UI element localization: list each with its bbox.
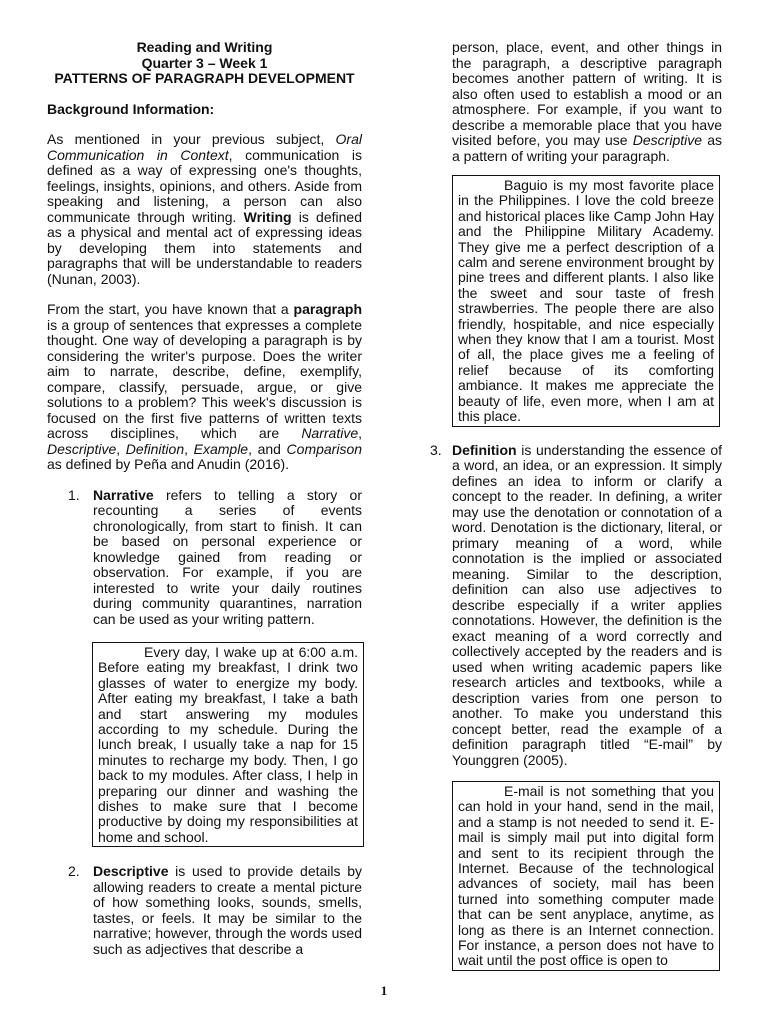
background-paragraph-2: From the start, you have known that a paragraph is a group of sentences that expresses a complete thought. One way of developing a paragraph is by considering the writer's purpose. Does the writer aim to narrate, describe, define, exemplify, compare, classify, persuade, argue, or give solutions to a problem? This week's discussion is focused on the first five patterns of written texts across disciplines, which are Narrative, Descriptive, Definition, Example, and Comparison as defined by Peña and Anudin (2016). [47,301,363,472]
lesson-title: PATTERNS OF PARAGRAPH DEVELOPMENT [54,70,355,86]
list-number: 3. [430,441,442,458]
descriptive-text-part-1: is used to provide details by allowing readers to create a mental picture of how something looks, sounds, smells, tastes, or feels. It may be similar to the narrative; however, through the words used such as adjectives that describe a [93,863,362,957]
quarter-week: Quarter 3 – Week 1 [141,54,268,71]
left-column [47,40,362,957]
list-item-narrative [47,488,362,628]
narrative-example-box [92,642,364,847]
section-title: Background Information: [47,100,215,117]
descriptive-definition-continued: person, place, event, and other things in the paragraph, a descriptive paragraph becomes another pattern of writing. It is also often used to establish a mood or an atmosphere. For example, if you want to describe a memorable place that you have visited before, you may use Descriptive as a pattern of writing your paragraph. [452,39,722,164]
list-item-definition [430,443,722,769]
right-column [430,40,722,971]
background-paragraph-1: As mentioned in your previous subject, Oral Communication in Context, communication is defined as a way of expressing one's thoughts, feelings, insights, opinions, and others. Aside from speaking and listening, a person can also communicate through writing. Writing is defined as a physical and mental act of expressing ideas by developing them into statements and paragraphs that will be understandable to readers (Nunan, 2003). [47,131,362,287]
definition-example-box [452,781,720,971]
document-header [47,40,362,87]
page-number: 1 [380,983,388,998]
list-item-descriptive [47,864,362,957]
list-number: 1. [68,486,80,503]
narrative-example-text: Every day, I wake up at 6:00 a.m. Before eating my breakfast, I drink two glasses of water to energize my body. After eating my breakfast, I take a bath and start answering my modules according to my schedule. During the lunch break, I usually take a nap for 15 minutes to recharge my body. Then, I go back to my modules. After class, I help in preparing our dinner and washing the dishes to make sure that I become productive by doing my responsibilities at home and school. [98,644,358,845]
descriptive-example-text: Baguio is my most favorite place in the Philippines. I love the cold breeze and historical places like Camp John Hay and the Philippine Military Academy. They give me a perfect description of a calm and serene environment brought by pine trees and different plants. I also like the sweet and sour taste of fresh strawberries. The people there are also friendly, hospitable, and nice especially when they know that I am a tourist. Most of all, the place gives me a feeling of relief because of its comforting ambiance. It makes me appreciate the beauty of life, even more, when I am at this place. [458,177,715,425]
narrative-definition: Narrative refers to telling a story or recounting a series of events chronologically, from start to finish. It can be based on personal experience or knowledge gained from reading or observation. For example, if you are interested to write your daily routines during community quarantines, narration can be used as your writing pattern. [93,486,362,627]
definition-text: Definition is understanding the essence of a word, an idea, or an expression. It simply defines an idea to inform or clarify a concept to the reader. In defining, a writer may use the denotation or connotation of a word. Denotation is the dictionary, literal, or primary meaning of a word, while connotation is the implied or associated meaning. Similar to the description, definition can also use adjectives to describe especially if a writer applies connotations. However, the definition is the exact meaning of a word correctly and collectively accepted by the readers and is used when writing academic papers like research articles and textbooks, while a description varies from one person to another. To make you understand this concept better, read the example of a definition paragraph titled “E-mail” by Younggren (2005). [452,441,722,768]
definition-example-text: E-mail is not something that you can hold in your hand, send in the mail, and a stamp is not needed to send it. E-mail is simply mail put into digital form and sent to its recipient through the Internet. Because of the technological advances of society, mail has been turned into something computer made that can be sent anyplace, anytime, as long as there is an Internet connection. For instance, a person does not have to wait until the post office is open to [458,783,714,969]
descriptive-definition-start: Descriptive is used to provide details by allowing readers to create a mental picture of how something looks, sounds, smells, tastes, or feels. It may be similar to the narrative; however, through the words used such as adjectives that describe a [93,863,362,957]
descriptive-text-part-2: person, place, event, and other things in the paragraph, a descriptive paragraph becomes another pattern of writing. It is also often used to establish a mood or an atmosphere. For example, if you want to describe a memorable place that you have visited before, you may use [452,39,722,148]
list-number: 2. [68,863,80,880]
descriptive-example-box [452,175,720,427]
subject-title: Reading and Writing [136,39,273,55]
